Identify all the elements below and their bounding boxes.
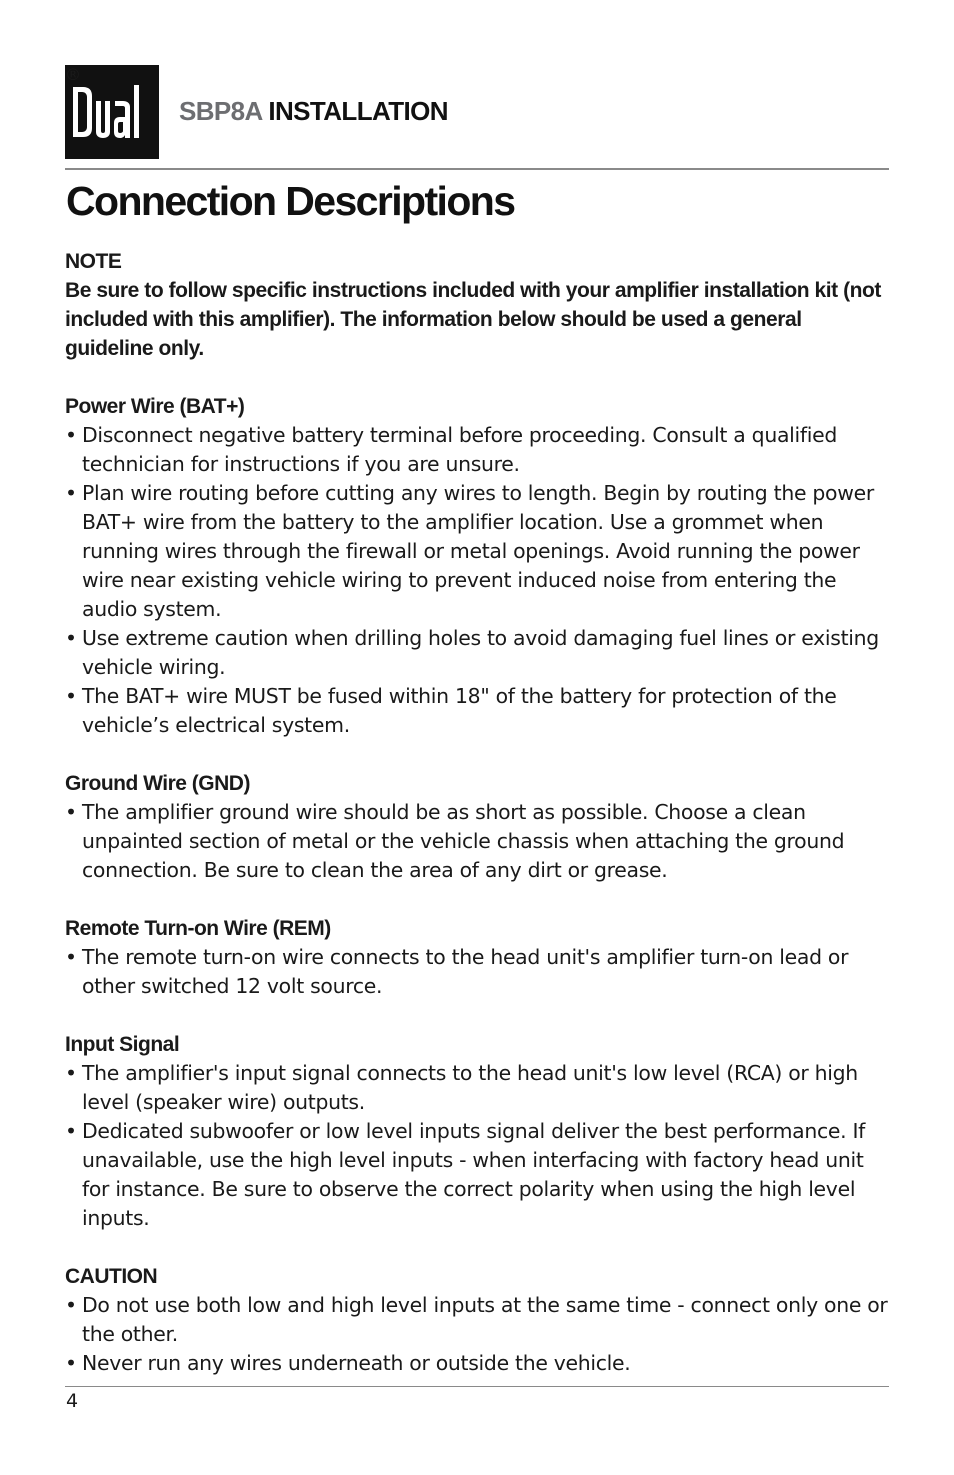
header-title: [179, 96, 448, 127]
list-item: • Never run any wires underneath or outside the vehicle.: [65, 1349, 895, 1378]
spacer: [65, 1001, 895, 1030]
list-item: • The remote turn-on wire connects to the head unit's amplifier turn-on lead or other switched 12 volt source.: [65, 943, 895, 1001]
model-name: SBP8A: [179, 96, 262, 126]
caution-heading: CAUTION: [65, 1265, 158, 1288]
input-signal-heading: Input Signal: [65, 1033, 180, 1056]
spacer: [65, 885, 895, 914]
ground-wire-list: [65, 798, 895, 885]
footer-divider: [65, 1386, 889, 1387]
header-divider: [65, 168, 889, 170]
power-wire-list: [65, 421, 895, 740]
note-text: Be sure to follow specific instructions included with your amplifier installation kit (not included with this amplifier). The information below should be used a general guideline only.: [65, 279, 881, 360]
list-item: • Disconnect negative battery terminal before proceeding. Consult a qualified technician for instructions if you are unsure.: [65, 421, 895, 479]
caution-list: [65, 1291, 895, 1378]
remote-wire-heading: Remote Turn-on Wire (REM): [65, 917, 331, 940]
remote-wire-list: [65, 943, 895, 1001]
page-number: 4: [66, 1390, 79, 1412]
list-item: • Use extreme caution when drilling holes to avoid damaging fuel lines or existing vehicle wiring.: [65, 624, 895, 682]
list-item: • Plan wire routing before cutting any wires to length. Begin by routing the power BAT+ wire from the battery to the amplifier location. Use a grommet when running wires through the firewall or metal openings. Avoid running the power wire near existing vehicle wiring to prevent induced noise from entering the audio system.: [65, 479, 895, 624]
note-heading: NOTE: [65, 250, 122, 273]
section-label: INSTALLATION: [268, 96, 448, 126]
list-item: • The BAT+ wire MUST be fused within 18" of the battery for protection of the vehicle’s electrical system.: [65, 682, 895, 740]
list-item: • The amplifier's input signal connects to the head unit's low level (RCA) or high level (speaker wire) outputs.: [65, 1059, 895, 1117]
input-signal-list: [65, 1059, 895, 1233]
power-wire-heading: Power Wire (BAT+): [65, 395, 245, 418]
registered-mark: ®: [65, 65, 81, 84]
spacer: [65, 740, 895, 769]
page-content: [65, 247, 895, 1378]
list-item: • The amplifier ground wire should be as short as possible. Choose a clean unpainted section of metal or the vehicle chassis when attaching the ground connection. Be sure to clean the area of any dirt or grease.: [65, 798, 895, 885]
spacer: [65, 363, 895, 392]
list-item: • Do not use both low and high level inputs at the same time - connect only one or the other.: [65, 1291, 895, 1349]
spacer: [65, 1233, 895, 1262]
page-title: Connection Descriptions: [66, 178, 515, 224]
ground-wire-heading: Ground Wire (GND): [65, 772, 250, 795]
list-item: • Dedicated subwoofer or low level inputs signal deliver the best performance. If unavailable, use the high level inputs - when interfacing with factory head unit for instance. Be sure to observe the correct polarity when using the high level inputs.: [65, 1117, 895, 1233]
